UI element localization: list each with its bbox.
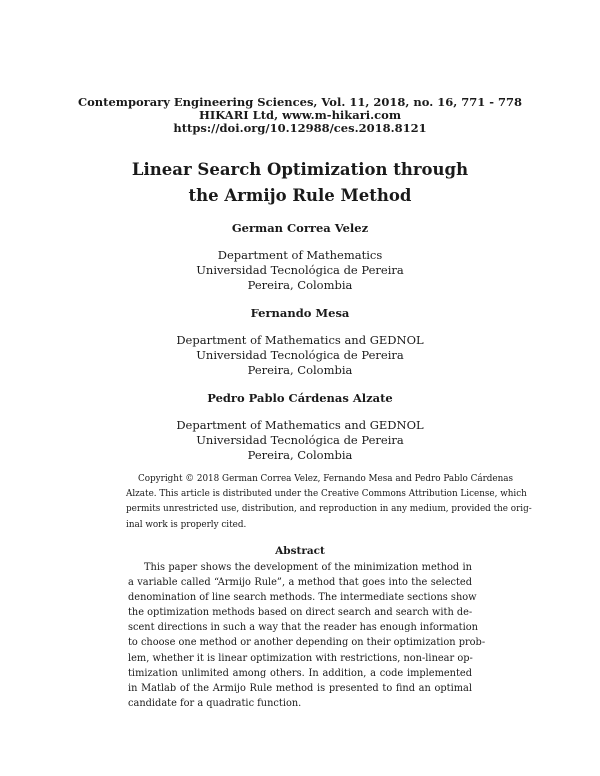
author-name: Pedro Pablo Cárdenas Alzate xyxy=(207,391,393,405)
affiliation-department: Department of Mathematics and GEDNOL xyxy=(176,418,424,432)
author-affiliation xyxy=(0,418,600,463)
abstract-line: candidate for a quadratic function. xyxy=(128,697,302,709)
abstract-line: timization unlimited among others. In addition, a code implemented xyxy=(128,667,472,679)
doi-line: https://doi.org/10.12988/ces.2018.8121 xyxy=(173,121,427,135)
affiliation-department: Department of Mathematics and GEDNOL xyxy=(176,333,424,347)
author-affiliation xyxy=(0,333,600,378)
abstract-line: to choose one method or another depending on their optimization prob- xyxy=(128,637,486,649)
title-line-2: the Armijo Rule Method xyxy=(188,186,412,205)
abstract-line: in Matlab of the Armijo Rule method is presented to find an optimal xyxy=(128,682,472,694)
affiliation-location: Pereira, Colombia xyxy=(247,448,353,462)
affiliation-location: Pereira, Colombia xyxy=(247,278,353,292)
copyright-line: permits unrestricted use, distribution, and reproduction in any medium, provided the orig- xyxy=(126,504,532,515)
publisher-line: HIKARI Ltd, www.m-hikari.com xyxy=(199,108,401,122)
author-affiliation xyxy=(0,248,600,293)
abstract-line: This paper shows the development of the minimization method in xyxy=(144,562,472,573)
paper-title xyxy=(0,157,600,209)
abstract-line: scent directions in such a way that the reader has enough information xyxy=(128,622,478,634)
copyright-notice xyxy=(126,472,532,533)
abstract-line: a variable called “Armijo Rule”, a method that goes into the selected xyxy=(128,577,472,589)
affiliation-location: Pereira, Colombia xyxy=(247,363,353,377)
affiliation-university: Universidad Tecnológica de Pereira xyxy=(196,433,404,447)
abstract-heading: Abstract xyxy=(275,545,325,557)
affiliation-university: Universidad Tecnológica de Pereira xyxy=(196,348,404,362)
abstract-line: denomination of line search methods. The intermediate sections show xyxy=(128,592,477,604)
copyright-line: inal work is properly cited. xyxy=(126,519,247,530)
journal-header xyxy=(0,96,600,135)
author-name: German Correa Velez xyxy=(231,221,369,235)
journal-citation: Contemporary Engineering Sciences, Vol. 11, 2018, no. 16, 771 - 778 xyxy=(77,95,523,109)
copyright-line: Copyright © 2018 German Correa Velez, Fernando Mesa and Pedro Pablo Cárdenas xyxy=(138,474,514,484)
copyright-line: Alzate. This article is distributed under the Creative Commons Attribution License, which xyxy=(126,489,527,500)
abstract-body xyxy=(128,560,486,711)
title-line-1: Linear Search Optimization through xyxy=(131,160,469,179)
affiliation-university: Universidad Tecnológica de Pereira xyxy=(196,263,404,277)
author-name: Fernando Mesa xyxy=(250,306,350,320)
abstract-line: the optimization methods based on direct search and search with de- xyxy=(128,607,473,619)
abstract-line: lem, whether it is linear optimization with restrictions, non-linear op- xyxy=(128,652,473,664)
affiliation-department: Department of Mathematics xyxy=(217,248,383,262)
